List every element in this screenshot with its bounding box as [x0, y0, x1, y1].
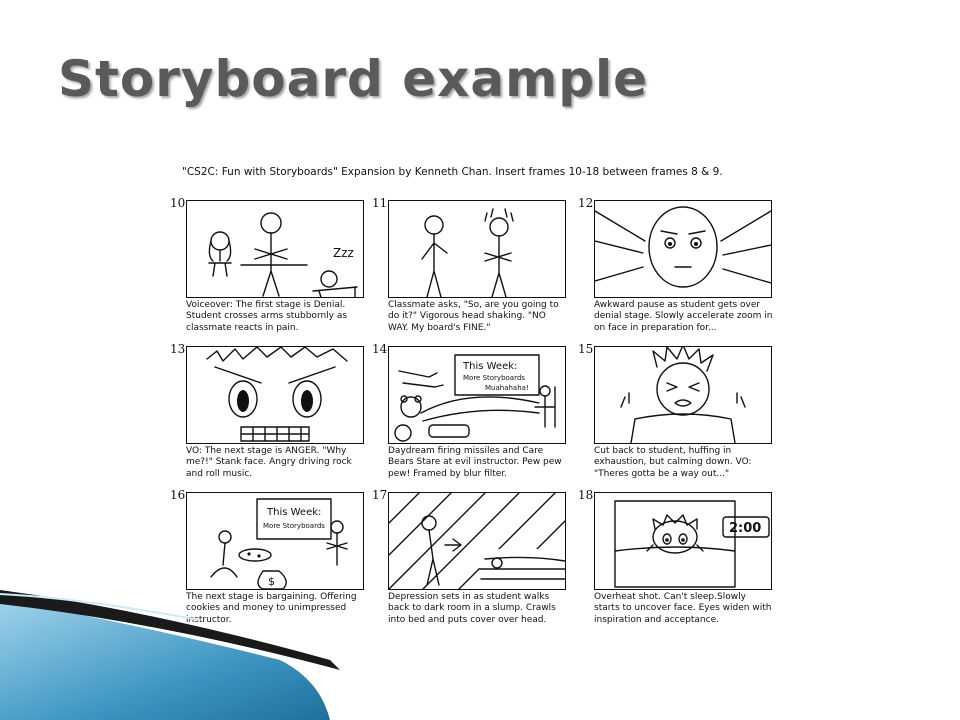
board-line2-text: Muahahaha!	[485, 384, 529, 392]
frame-number: 18	[578, 488, 594, 502]
swoosh-blue-band	[0, 600, 330, 720]
frame-sketch	[388, 346, 566, 444]
panel-caption: Classmate asks, "So, are you going to do it?" Vigorous head shaking. "NO WAY. My board's FINE."	[388, 300, 559, 333]
frame-number: 14	[372, 342, 388, 356]
slide-title: Storyboard example	[58, 50, 649, 108]
storyboard-panel-15	[578, 342, 778, 494]
sketch-head-shake	[389, 201, 565, 297]
sketch-anger	[187, 347, 363, 443]
panel-caption: Cut back to student, huffing in exhaustion, but calming down. VO: "Theres gotta be a way out..."	[594, 446, 752, 479]
storyboard-panel-10	[170, 196, 370, 348]
board-line1-text: More Storyboards	[463, 374, 525, 382]
sketch-daydream	[389, 347, 565, 443]
panel-caption: Depression sets in as student walks back to dark room in a slump. Crawls into bed and puts cover over head.	[388, 592, 556, 625]
storyboard-panel-12	[578, 196, 778, 348]
panel-caption: The next stage is bargaining. Offering cookies and money to unimpressed instructor.	[186, 592, 357, 625]
storyboard-panel-13	[170, 342, 370, 494]
storyboard-heading: "CS2C: Fun with Storyboards" Expansion by Kenneth Chan. Insert frames 10-18 between frames 8 & 9.	[182, 166, 723, 178]
bottom-left-swoosh	[0, 560, 960, 720]
frame-number: 17	[372, 488, 388, 502]
frame-number: 15	[578, 342, 594, 356]
board-heading-text: This Week:	[463, 361, 518, 372]
clock-time: 2:00	[729, 521, 762, 536]
storyboard-panel-14	[372, 342, 572, 494]
frame-number: 10	[170, 196, 186, 210]
sketch-huffing	[595, 347, 771, 443]
money-bag-symbol: $	[268, 575, 275, 588]
frame-sketch	[594, 200, 772, 298]
sketch-denial	[187, 201, 363, 297]
frame-sketch	[186, 346, 364, 444]
zzz-text: Zzz	[333, 246, 354, 260]
panel-caption: Voiceover: The first stage is Denial. Student crosses arms stubbornly as classmate reacts in pain.	[186, 300, 348, 333]
frame-number: 11	[372, 196, 388, 210]
panel-caption: VO: The next stage is ANGER. "Why me?!" Stank face. Angry driving rock and roll music.	[186, 446, 352, 479]
frame-number: 13	[170, 342, 186, 356]
board-line1-text: More Storyboards	[263, 522, 325, 530]
frame-sketch	[594, 346, 772, 444]
panel-caption: Awkward pause as student gets over denial stage. Slowly accelerate zoom in on face in preparation for...	[594, 300, 773, 333]
frame-sketch	[388, 200, 566, 298]
sketch-zoom-face	[595, 201, 771, 297]
frame-number: 16	[170, 488, 186, 502]
board-heading-text: This Week:	[267, 507, 322, 518]
panel-caption: Overheat shot. Can't sleep.Slowly starts to uncover face. Eyes widen with inspiration and acceptance.	[594, 592, 772, 625]
panel-caption: Daydream firing missiles and Care Bears Stare at evil instructor. Pew pew pew! Framed by blur filter.	[388, 446, 562, 479]
storyboard-panel-11	[372, 196, 572, 348]
frame-sketch	[186, 200, 364, 298]
frame-number: 12	[578, 196, 594, 210]
